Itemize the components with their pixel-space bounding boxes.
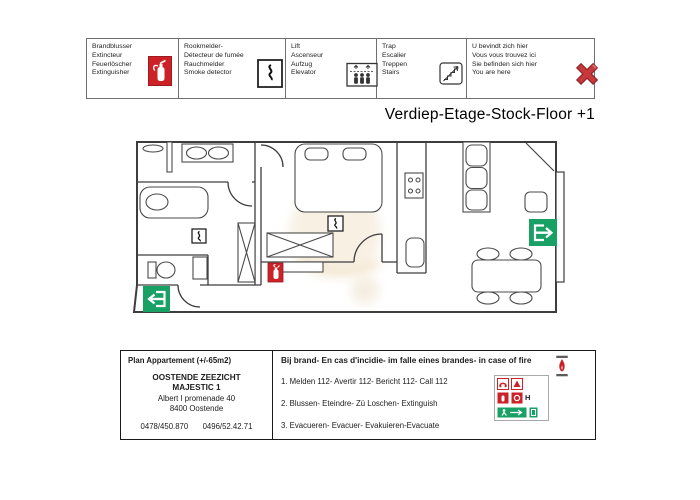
pictogram-row-extinguish [497,392,546,404]
instruction-step: 2. Blussen- Eteindre- Zü Loschen- Extinguish [281,399,438,408]
legend-label: Vous vous trouvez ici [472,51,536,59]
pictogram-row-alert [497,378,546,390]
legend-label: You are here [472,69,511,77]
flame-icon [555,354,569,378]
phone-numbers [121,422,272,431]
hose-reel-icon [511,392,523,404]
page-title: Verdiep-Etage-Stock-Floor +1 [384,106,595,123]
instruction-step: 3. Evacueren- Evacuer- Evakuieren-Evacuate [281,421,440,430]
instruction-step: 1. Melden 112- Avertir 112- Bericht 112- Call 112 [281,377,448,386]
legend-label: Rookmelder- [184,43,223,50]
address-box [120,350,273,440]
emergency-exit-icon-right [529,219,557,246]
corner-diagonal [526,143,554,171]
fire-instructions-box [272,350,596,440]
stairs-icon [439,62,463,85]
street-address: Albert I promenade 40 [157,394,236,403]
plan-type-label: Plan Appartement (+/-65m2) [128,356,232,365]
fire-extinguisher-icon [268,263,283,282]
hydrant-letter: H [525,393,531,403]
phone-number-2: 0496/52.42.71 [202,422,253,431]
legend-label: Détecteur de fumée [184,51,244,59]
exit-door-icon [529,407,538,418]
legend-label: Extincteur [92,51,123,59]
you-are-here-icon [571,59,601,91]
legend-item-elevator [286,39,377,98]
legend-label: Smoke detector [184,69,232,77]
smoke-detector-icon [257,59,283,88]
extinguisher-pictogram-icon [497,392,509,404]
legend-label: Escalier [382,51,407,59]
legend-item-stairs [377,39,467,98]
legend-bar [86,38,595,99]
floor-plan [130,140,570,345]
city-address: 8400 Oostende [169,404,224,413]
exit-running-man-icon [497,407,527,418]
building-name: MAJESTIC 1 [172,383,221,392]
legend-label: Stairs [382,69,400,77]
fire-extinguisher-icon [148,56,172,86]
legend-item-you-are-here [467,39,594,98]
fire-instructions-header: Bij brand- En cas d'incidie- im falle eines brandes- in case of fire [281,356,532,365]
legend-label: Brandblusser [92,43,133,50]
elevator-icon [346,60,378,87]
smoke-detector-icon [192,229,206,243]
balcony-door [556,172,564,282]
smoke-detector-icon [328,216,343,231]
emergency-exit-icon-left [143,286,170,312]
legend-label: Treppen [382,60,408,68]
legend-label: Extinguisher [92,69,130,77]
legend-label: Rauchmelder [184,60,225,68]
alarm-icon [511,378,523,390]
legend-label: Trap [382,43,396,50]
legend-item-smoke-detector [179,39,286,98]
phone-112-icon [497,378,509,390]
legend-label: Lift [291,43,301,50]
pictogram-row-evacuate [497,406,546,418]
legend-label: Sie befinden sich hier [472,60,537,68]
legend-label: Aufzug [291,60,313,68]
legend-label: Ascenseur [291,51,324,59]
legend-label: Feuerlöscher [92,60,132,68]
residence-name: OOSTENDE ZEEZICHT [152,373,241,382]
safety-pictogram-grid [494,375,549,421]
legend-label: Elevator [291,69,316,77]
legend-item-extinguisher [87,39,179,98]
phone-number-1: 0478/450.870 [140,422,189,431]
legend-label: U bevindt zich hier [472,43,528,50]
